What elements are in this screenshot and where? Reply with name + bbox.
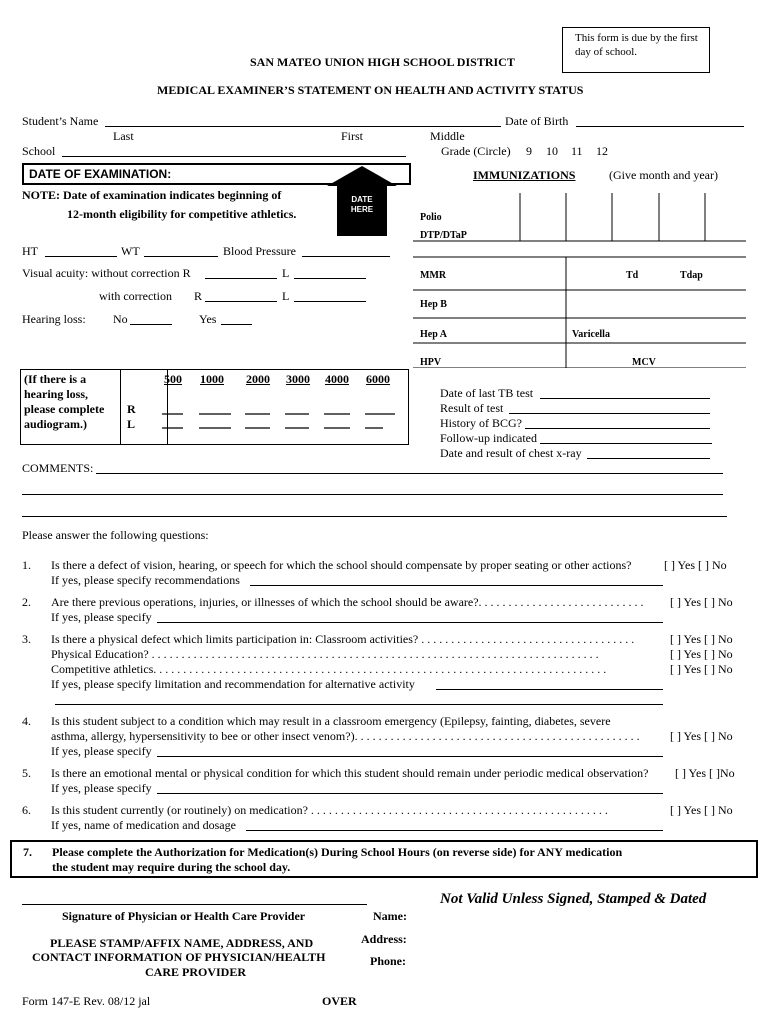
bp-label: Blood Pressure	[223, 244, 296, 258]
grade-label: Grade (Circle)	[441, 144, 511, 158]
q3-pe: Physical Education? . . . . . . . . . . . . . . . . . . . . . . . . . . . . . . . . . . . . . . . . . . . . . . . . . . . . . . . . . . . . . . . . . . . . . . . . . . .	[51, 647, 599, 661]
imm-mmr: MMR	[420, 270, 447, 281]
with-corr-l-field[interactable]	[294, 301, 366, 302]
tb-result-field[interactable]	[509, 413, 710, 414]
immunization-table	[413, 193, 746, 368]
audiogram-label-4: audiogram.)	[24, 417, 87, 431]
visual-r-field[interactable]	[205, 278, 277, 279]
hearing-no-label: No	[113, 312, 128, 326]
dob-field[interactable]	[576, 126, 744, 127]
with-corr-l-label: L	[282, 289, 290, 303]
audiogram-l: L	[127, 417, 136, 431]
due-note-box	[562, 27, 710, 73]
imm-varicella: Varicella	[572, 329, 610, 340]
stamp-line-1: PLEASE STAMP/AFFIX NAME, ADDRESS, AND	[50, 936, 314, 950]
imm-td: Td	[626, 270, 639, 281]
q5-num: 5.	[22, 766, 31, 780]
q1-num: 1.	[22, 558, 31, 572]
imm-hepb: Hep B	[420, 299, 447, 310]
visual-label: Visual acuity: without correction R	[22, 266, 191, 280]
audiogram-r: R	[127, 402, 136, 416]
with-corr-r-field[interactable]	[205, 301, 277, 302]
q4-text: Is this student subject to a condition which may result in a classroom emergency (Epilepsy, fainting, diabetes, severe	[51, 714, 611, 728]
bp-field[interactable]	[302, 256, 390, 257]
q6-follow: If yes, name of medication and dosage	[51, 818, 236, 832]
freq-500: 500	[164, 372, 182, 386]
q4-num: 4.	[22, 714, 31, 728]
exam-note-1: NOTE: Date of examination indicates beginning of	[22, 188, 282, 202]
ht-label: HT	[22, 244, 38, 258]
q3-follow: If yes, please specify limitation and recommendation for alternative activity	[51, 677, 415, 691]
audiogram-blanks[interactable]	[21, 370, 408, 444]
signature-field[interactable]	[22, 904, 367, 905]
form-number: Form 147-E Rev. 08/12 jal	[22, 994, 151, 1008]
q1-follow: If yes, please specify recommendations	[51, 573, 240, 587]
audiogram-label-3: please complete	[24, 402, 105, 416]
form-title: MEDICAL EXAMINER’S STATEMENT ON HEALTH AND ACTIVITY STATUS	[157, 83, 584, 97]
q4-follow: If yes, please specify	[51, 744, 152, 758]
q2-follow-field[interactable]	[157, 622, 663, 623]
hearing-no-field[interactable]	[130, 324, 172, 325]
school-label: School	[22, 144, 56, 158]
grade-10[interactable]: 10	[546, 144, 558, 158]
imm-dtp: DTP/DTaP	[420, 230, 467, 241]
hearing-yes-field[interactable]	[221, 324, 252, 325]
wt-field[interactable]	[144, 256, 218, 257]
q3-pe-yes-no[interactable]: [ ] Yes [ ] No	[670, 647, 733, 661]
tb-bcg-label: History of BCG?	[440, 416, 522, 430]
q5-follow-field[interactable]	[157, 793, 663, 794]
immunizations-subtitle: (Give month and year)	[609, 168, 718, 182]
tb-bcg-field[interactable]	[525, 428, 710, 429]
stamp-line-3: CARE PROVIDER	[145, 965, 247, 979]
wt-label: WT	[121, 244, 140, 258]
not-valid-notice: Not Valid Unless Signed, Stamped & Dated	[440, 891, 707, 907]
visual-l-field[interactable]	[294, 278, 366, 279]
q7-box	[10, 840, 758, 878]
imm-polio: Polio	[420, 212, 442, 223]
due-note: This form is due by the first day of school.	[575, 32, 698, 58]
signature-label: Signature of Physician or Health Care Provider	[62, 909, 306, 923]
q6-num: 6.	[22, 803, 31, 817]
q2-num: 2.	[22, 595, 31, 609]
comments-line-2[interactable]	[22, 494, 723, 495]
q3-follow-field[interactable]	[436, 689, 663, 690]
q1-follow-field[interactable]	[250, 585, 663, 586]
last-label: Last	[113, 129, 134, 143]
comments-label: COMMENTS:	[22, 461, 94, 475]
tb-followup-field[interactable]	[540, 443, 712, 444]
date-here-arrow	[325, 164, 400, 239]
freq-4000: 4000	[325, 372, 349, 386]
middle-label: Middle	[430, 129, 465, 143]
tb-result-label: Result of test	[440, 401, 504, 415]
tb-last-label: Date of last TB test	[440, 386, 534, 400]
grade-11[interactable]: 11	[571, 144, 583, 158]
student-name-field[interactable]	[105, 126, 501, 127]
q3-comp-yes-no[interactable]: [ ] Yes [ ] No	[670, 662, 733, 676]
q2-yes-no[interactable]: [ ] Yes [ ] No	[670, 595, 733, 609]
q3-num: 3.	[22, 632, 31, 646]
tb-xray-label: Date and result of chest x-ray	[440, 446, 582, 460]
freq-1000: 1000	[200, 372, 224, 386]
q1-yes-no[interactable]: [ ] Yes [ ] No	[664, 558, 727, 572]
q5-yes-no[interactable]: [ ] Yes [ ]No	[675, 766, 735, 780]
audiogram-box	[20, 369, 409, 445]
exam-note-2: 12-month eligibility for competitive athletics.	[67, 207, 297, 221]
q7-num: 7.	[23, 845, 32, 859]
hearing-yes-label: Yes	[199, 312, 217, 326]
q7-line1: Please complete the Authorization for Medication(s) During School Hours (on reverse side) for ANY medication	[52, 845, 623, 859]
q7-line2: the student may require during the school day.	[52, 860, 291, 874]
student-name-label: Student’s Name	[22, 114, 99, 128]
school-field[interactable]	[62, 156, 406, 157]
q4-text-2: asthma, allergy, hypersensitivity to bee or other insect venom?). . . . . . . . . . . . . . . . . . . . . . . . . . . . . . . . . . . . . . . . . . . . . . . .	[51, 729, 640, 743]
address-label: Address:	[361, 932, 407, 946]
q2-text: Are there previous operations, injuries, or illnesses of which the school should be aware?. . . . . . . . . . . . . . . . . . . . . . . . . . . .	[51, 595, 644, 609]
questions-intro: Please answer the following questions:	[22, 528, 209, 542]
comments-line-1[interactable]	[96, 473, 723, 474]
visual-l-label: L	[282, 266, 290, 280]
q3-comp: Competitive athletics. . . . . . . . . . . . . . . . . . . . . . . . . . . . . . . . . . . . . . . . . . . . . . . . . . . . . . . . . . . . . . . . . . . . . . . . . . . .	[51, 662, 607, 676]
q4-follow-field[interactable]	[157, 756, 663, 757]
name-label: Name:	[373, 909, 407, 923]
freq-2000: 2000	[246, 372, 270, 386]
q6-follow-field[interactable]	[246, 830, 663, 831]
imm-hepa: Hep A	[420, 329, 447, 340]
imm-mcv: MCV	[632, 357, 656, 368]
grade-12[interactable]: 12	[596, 144, 608, 158]
q3-follow-field-2[interactable]	[55, 704, 663, 705]
q4-yes-no[interactable]: [ ] Yes [ ] No	[670, 729, 733, 743]
q6-yes-no[interactable]: [ ] Yes [ ] No	[670, 803, 733, 817]
grade-9[interactable]: 9	[526, 144, 532, 158]
over-label: OVER	[322, 994, 357, 1008]
imm-tdap: Tdap	[680, 270, 703, 281]
immunizations-title: IMMUNIZATIONS	[473, 168, 576, 182]
imm-hpv: HPV	[420, 357, 442, 368]
with-correction-label: with correction	[99, 289, 172, 303]
q2-follow: If yes, please specify	[51, 610, 152, 624]
tb-xray-field[interactable]	[587, 458, 710, 459]
hearing-label: Hearing loss:	[22, 312, 86, 326]
audiogram-label-1: (If there is a	[24, 372, 87, 386]
district-title: SAN MATEO UNION HIGH SCHOOL DISTRICT	[250, 55, 515, 69]
audiogram-label-2: hearing loss,	[24, 387, 89, 401]
with-corr-r-label: R	[194, 289, 203, 303]
q1-text: Is there a defect of vision, hearing, or speech for which the school should compensate by proper seating or other actions?	[51, 558, 632, 572]
phone-label: Phone:	[370, 954, 406, 968]
comments-line-3[interactable]	[22, 516, 727, 517]
exam-note-2-text: 12-month eligibility for competitive athletics	[67, 207, 294, 221]
first-label: First	[341, 129, 364, 143]
arrow-text-date: DATE	[351, 195, 373, 204]
dob-label: Date of Birth	[505, 114, 569, 128]
q6-text: Is this student currently (or routinely) on medication? . . . . . . . . . . . . . . . . . . . . . . . . . . . . . . . . . . . . . . . . . . . . . . . . . .	[51, 803, 608, 817]
q3-classroom-yes-no[interactable]: [ ] Yes [ ] No	[670, 632, 733, 646]
freq-6000: 6000	[366, 372, 390, 386]
q5-text: Is there an emotional mental or physical condition for which this student should remain under periodic medical observation?	[51, 766, 649, 780]
q3-text: Is there a physical defect which limits participation in: Classroom activities? . . . . . . . . . . . . . . . . . . . . . . . . . . . . . . . . . . . .	[51, 632, 635, 646]
freq-3000: 3000	[286, 372, 310, 386]
arrow-text-here: HERE	[350, 205, 374, 214]
exam-date-label: DATE OF EXAMINATION:	[29, 167, 172, 181]
tb-last-field[interactable]	[540, 398, 710, 399]
stamp-line-2: CONTACT INFORMATION OF PHYSICIAN/HEALTH	[32, 950, 326, 964]
q5-follow: If yes, please specify	[51, 781, 152, 795]
ht-field[interactable]	[45, 256, 117, 257]
tb-followup-label: Follow-up indicated	[440, 431, 537, 445]
